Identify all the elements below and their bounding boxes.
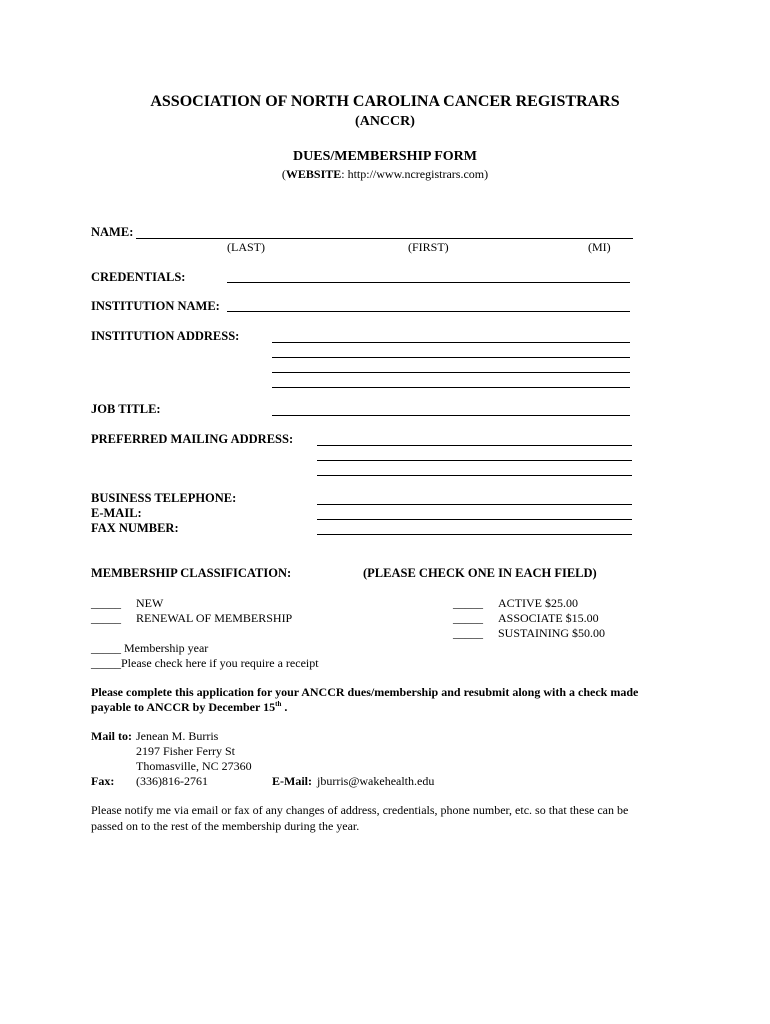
preferred-mailing-line-1[interactable]	[317, 437, 632, 446]
preferred-mailing-line-2[interactable]	[317, 452, 632, 461]
new-checkbox-blank[interactable]: _____	[91, 596, 121, 610]
membership-year-label: Membership year	[124, 641, 209, 655]
contact-email-label: E-Mail:	[272, 774, 312, 788]
institution-address-line-4[interactable]	[272, 379, 630, 388]
form-title: DUES/MEMBERSHIP FORM	[293, 149, 477, 164]
mail-to-city: Thomasville, NC 27360	[136, 759, 252, 773]
receipt-line	[91, 656, 319, 671]
name-input-line[interactable]	[136, 230, 633, 239]
institution-address-line-1[interactable]	[272, 334, 630, 343]
preferred-mailing-line-3[interactable]	[317, 467, 632, 476]
mail-to-name: Jenean M. Burris	[136, 729, 219, 743]
email-input-line[interactable]	[317, 511, 632, 520]
membership-year-blank[interactable]: _____	[91, 641, 121, 655]
name-last-caption: (LAST)	[227, 240, 265, 254]
associate-option-label: ASSOCIATE $15.00	[498, 611, 599, 625]
active-option-label: ACTIVE $25.00	[498, 596, 578, 610]
instructions-deadline-suffix: th	[275, 700, 282, 708]
mail-to-label: Mail to:	[91, 729, 132, 743]
credentials-input-line[interactable]	[227, 274, 630, 283]
fax-value: (336)816-2761	[136, 774, 208, 788]
website-url[interactable]: : http://www.ncregistrars.com)	[341, 167, 489, 181]
name-mi-caption: (MI)	[588, 240, 611, 254]
org-name: ASSOCIATION OF NORTH CAROLINA CANCER REGISTRARS	[150, 93, 620, 110]
instructions-end: .	[281, 700, 288, 714]
receipt-checkbox-blank[interactable]: _____	[91, 656, 121, 670]
website-open: (	[281, 167, 286, 181]
notice-line-2: passed on to the rest of the membership during the year.	[91, 819, 360, 833]
membership-year-line	[91, 641, 208, 656]
renewal-option-label: RENEWAL OF MEMBERSHIP	[136, 611, 293, 625]
org-abbreviation: (ANCCR)	[355, 114, 415, 129]
fax-number-input-line[interactable]	[317, 526, 632, 535]
fax-label: Fax:	[91, 774, 115, 788]
institution-address-label: INSTITUTION ADDRESS:	[91, 329, 240, 343]
instructions-line-1: Please complete this application for your ANCCR dues/membership and resubmit along with a check made	[91, 685, 639, 699]
mail-to-street: 2197 Fisher Ferry St	[136, 744, 235, 758]
sustaining-option-label: SUSTAINING $50.00	[498, 626, 606, 640]
check-instruction: (PLEASE CHECK ONE IN EACH FIELD)	[363, 566, 597, 580]
associate-checkbox-blank[interactable]: _____	[453, 611, 483, 625]
fax-number-label: FAX NUMBER:	[91, 521, 179, 535]
sustaining-checkbox-blank[interactable]: _____	[453, 626, 483, 640]
new-option-label: NEW	[136, 596, 164, 610]
job-title-input-line[interactable]	[272, 407, 630, 416]
renewal-checkbox-blank[interactable]: _____	[91, 611, 121, 625]
name-label: NAME:	[91, 225, 134, 239]
institution-name-input-line[interactable]	[227, 303, 630, 312]
preferred-mailing-label: PREFERRED MAILING ADDRESS:	[91, 432, 294, 446]
receipt-label: Please check here if you require a receipt	[121, 656, 319, 670]
institution-address-line-3[interactable]	[272, 364, 630, 373]
instructions-line-2	[91, 700, 287, 715]
business-phone-input-line[interactable]	[317, 496, 632, 505]
business-phone-label: BUSINESS TELEPHONE:	[91, 491, 237, 505]
credentials-label: CREDENTIALS:	[91, 270, 186, 284]
membership-classification-label: MEMBERSHIP CLASSIFICATION:	[91, 566, 292, 580]
instructions-deadline: payable to ANCCR by December 15	[91, 700, 276, 714]
notice-line-1: Please notify me via email or fax of any changes of address, credentials, phone number, etc. so that these can be	[91, 803, 629, 817]
email-label: E-MAIL:	[91, 506, 142, 520]
website-label: WEBSITE	[285, 167, 342, 181]
institution-name-label: INSTITUTION NAME:	[91, 299, 220, 313]
website-line	[0, 167, 770, 182]
name-first-caption: (FIRST)	[408, 240, 449, 254]
institution-address-line-2[interactable]	[272, 349, 630, 358]
job-title-label: JOB TITLE:	[91, 402, 161, 416]
contact-email-value[interactable]: jburris@wakehealth.edu	[317, 774, 435, 788]
active-checkbox-blank[interactable]: _____	[453, 596, 483, 610]
